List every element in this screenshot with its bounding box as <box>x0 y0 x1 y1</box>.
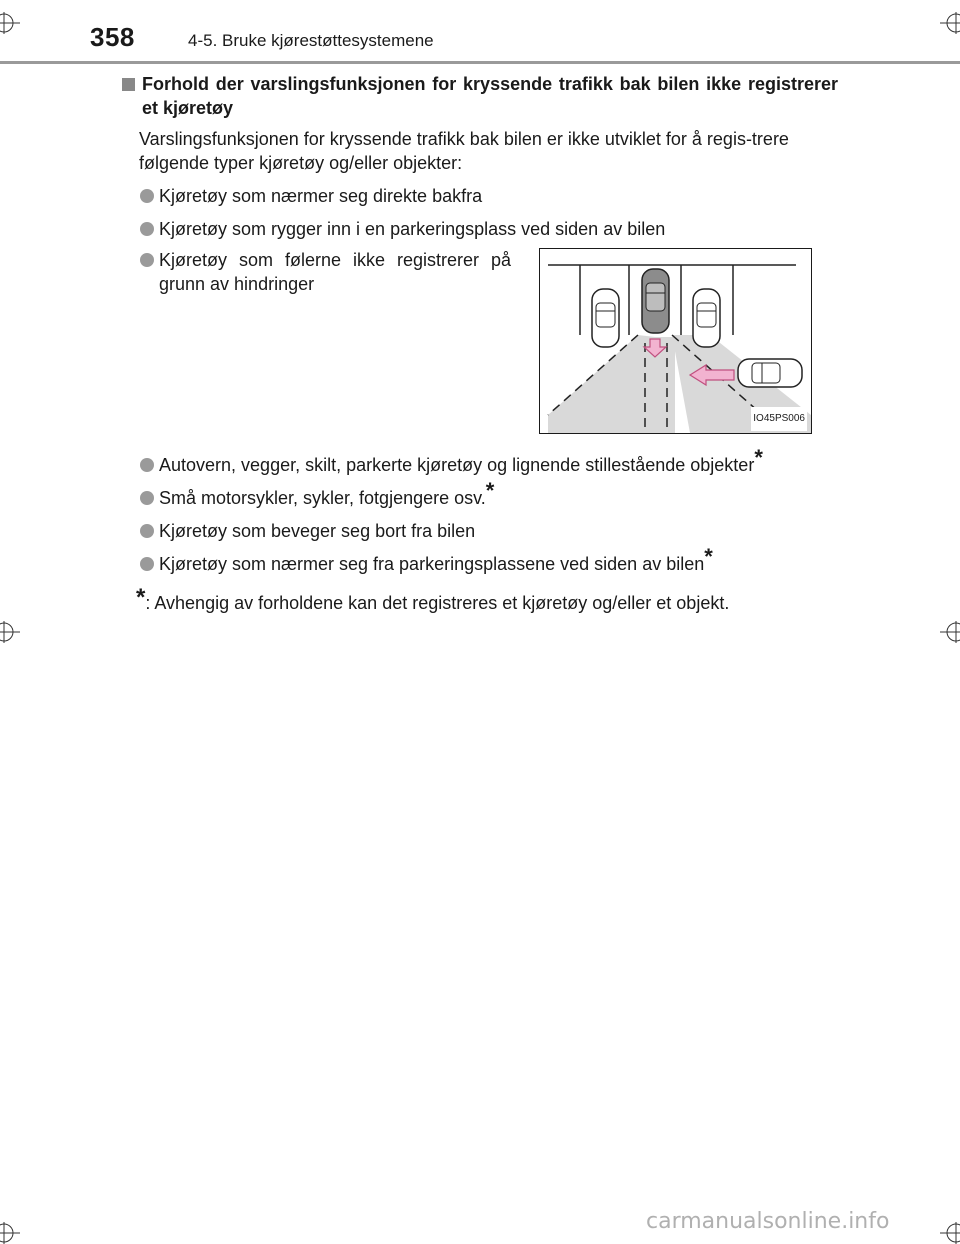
own-car <box>642 269 669 333</box>
crop-mark-bottom-left <box>0 1222 22 1244</box>
list-item <box>122 445 838 477</box>
bullet-dot-icon <box>140 491 154 505</box>
figure-row <box>122 248 838 444</box>
crop-mark-mid-right <box>938 621 960 643</box>
asterisk-marker: * <box>704 544 713 569</box>
footnote <box>122 586 838 615</box>
list-item-text: Kjøretøy som følerne ikke registrerer på grunn av hindringer <box>159 250 511 294</box>
page-number: 358 <box>90 22 135 52</box>
parking-diagram <box>540 249 811 433</box>
list-item <box>122 217 838 241</box>
section-title: 4-5. Bruke kjørestøttesystemene <box>188 31 434 50</box>
list-item-text: Kjøretøy som nærmer seg fra parkeringsplassene ved siden av bilen <box>159 554 705 574</box>
asterisk-marker: * <box>485 478 495 503</box>
bullet-dot-icon <box>140 557 154 571</box>
approaching-car <box>738 359 802 387</box>
bullet-dot-icon <box>140 253 154 267</box>
header-divider <box>0 61 960 64</box>
bullet-dot-icon <box>140 458 154 472</box>
parked-car-left <box>592 289 619 347</box>
page-content <box>122 72 838 615</box>
section-heading <box>122 72 838 120</box>
crop-mark-mid-left <box>0 621 22 643</box>
square-bullet-icon <box>122 78 135 91</box>
bullet-dot-icon <box>140 222 154 236</box>
list-item <box>122 519 838 543</box>
list-item <box>122 478 838 510</box>
crop-mark-top-left <box>0 12 22 34</box>
asterisk-marker: * <box>754 445 763 470</box>
watermark: carmanualsonline.info <box>646 1209 890 1234</box>
bullet-dot-icon <box>140 524 154 538</box>
footnote-text: : Avhengig av forholdene kan det registreres et kjøretøy og/eller et objekt. <box>145 593 730 613</box>
section-heading-text: Forhold der varslingsfunksjonen for kryssende trafikk bak bilen ikke registrerer et kjøretøy <box>142 74 838 118</box>
figure-code: IO45PS006 <box>751 407 807 431</box>
parking-illustration <box>539 248 812 434</box>
list-item <box>122 544 838 576</box>
detection-zone-left <box>548 335 660 433</box>
intro-paragraph: Varslingsfunksjonen for kryssende trafikk bak bilen er ikke utviklet for å regis-trere følgende typer kjøretøy og/eller objekter: <box>139 129 789 173</box>
crop-mark-top-right <box>938 12 960 34</box>
parked-car-right <box>693 289 720 347</box>
bullet-dot-icon <box>140 189 154 203</box>
list-item <box>122 184 838 208</box>
list-item <box>122 248 511 296</box>
list-item-text: Autovern, vegger, skilt, parkerte kjøretøy og lignende stillestående objekter <box>159 455 755 475</box>
list-item-text: Små motorsykler, sykler, fotgjengere osv. <box>159 488 486 508</box>
list-item-text: Kjøretøy som rygger inn i en parkeringsplass ved siden av bilen <box>159 219 666 239</box>
list-item-text: Kjøretøy som nærmer seg direkte bakfra <box>159 186 483 206</box>
footnote-asterisk: * <box>136 584 146 611</box>
list-item-text: Kjøretøy som beveger seg bort fra bilen <box>159 521 476 541</box>
crop-mark-bottom-right <box>938 1222 960 1244</box>
